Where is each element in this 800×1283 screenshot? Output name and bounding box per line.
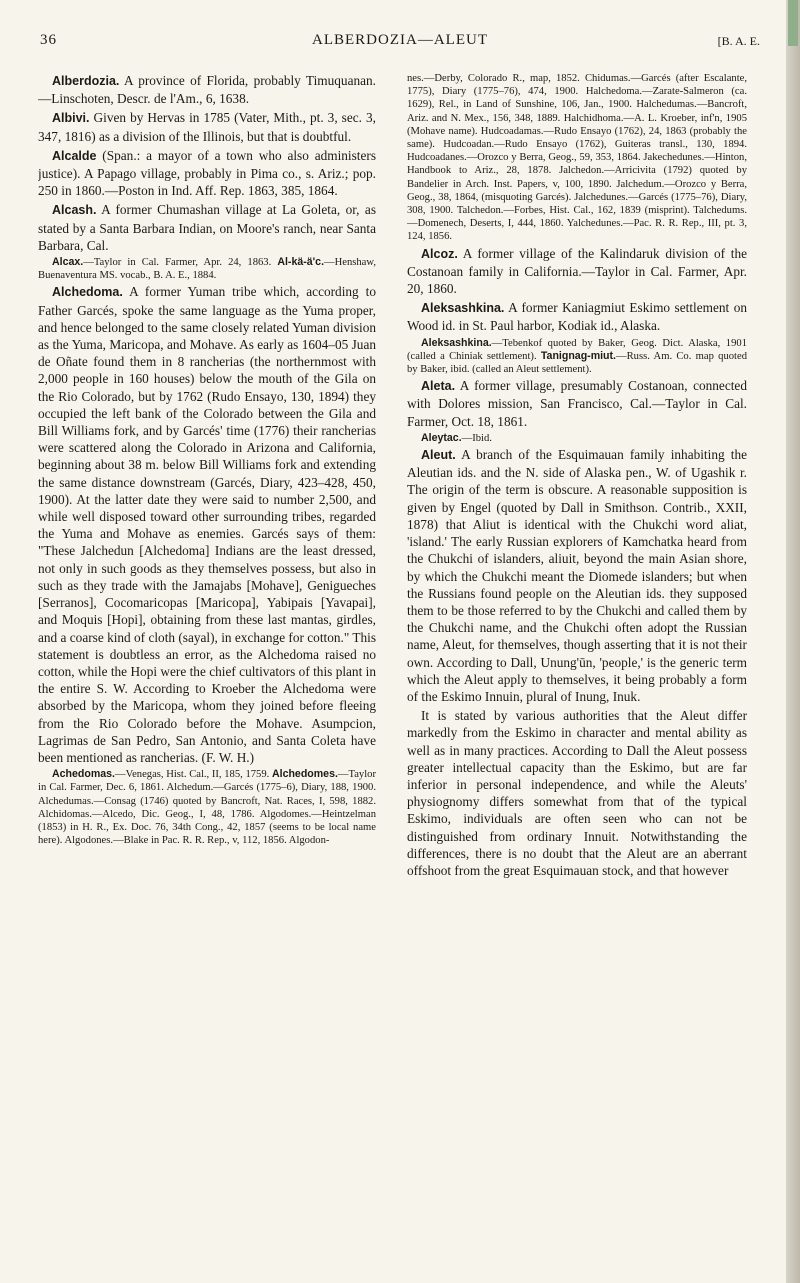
headword: Tanignag-miut. [540,349,617,362]
entry-text: nes.—Derby, Colorado R., map, 1852. Chidumas.—Garcés (after Escalante, 1775), Diary (1775–76), 474, 1900. Halchedoma.—Zarate-Salmeron (ca. 1629), Rel., in Land of Sunshine, 106, Jan., 1900. Halchedumas.—Bancroft, Ariz. and N. Mex., 156, 348, 1889. Halchidhoma.—A. L. Kroeber, inf'n, 1905 (Mohave name). Hudcoadamas.—Rudo Ensayo (1762), 24, 1863 (probably the same). Hudcoadan.—Rudo Ensayo (1762), Guiteras transl., 130, 1894. Hudcoadanes.—Orozco y Berra, Geog., 59, 353, 1864. Jakechedunes.—Hinton, Handbook to Ariz., 28, 1878. Jalchedon.—Arricivita (1792) quoted by Bandelier in Arch. Inst. Papers, v, 100, 1890. Jalchedum.—Orozco y Berra, Geog., 38, 1864, (misquoting Garcés). Jalchedunes.—Garcés (1775–76), Diary, 308, 1900. Talchedon.—Forbes, Hist. Cal., 162, 1839 (misprint). Talchedums.—Domenech, Deserts, I, 444, 1860. Yalchedunes.—Pac. R. R. Rep., III, pt. 3, 124, 1856. [407,73,747,243]
headword: Alchedomes. [271,768,338,781]
entry-paragraph [407,377,747,430]
entry-text: A former Yuman tribe which, according to Father Garcés, spoke the same language as the Yuma proper, and hence belonged to the same closely related Yuman division as the Yuma, Maricopa, and Mohave. As early as 1604–05 Juan de Oñate found them in 8 rancherias (the northernmost with 2,000 people in 160 houses) below the mouth of the Gila on the Rio Colorado, but by 1762 (Rudo Ensayo, 130, 1894) they occupied the left bank of the Colorado between the Gila and Bill Williams fork, and by Garcés' time (1776) their rancherias were scattered along the Colorado in Arizona and California, beginning about 38 m. below Bill Williams fork and extending the same distance downstream (Garcés, Diary, 423–428, 450, 1900). At the latter date they were said to number 2,500, and while well disposed toward other surrounding tribes, regarded the Yuma and Mohave as enemies. Garcés says of them: "These Jalchedun [Alchedoma] Indians are the least dressed, not only in such goods as they themselves possess, but also in such as they trade with the Jamajabs [Mohave], Genigueches [Serranos], Cocomaricopas [Maricopa], Yabipais [Yavapai], and Moquis [Hopi], obtaining from these last mantas, girdles, and a coarse kind of cloth (sayal), in exchange for cotton." This statement is doubtless an error, as the Alchedoma raised no cotton, while the Hopi were the chief cultivators of this plant in the entire S. W. According to Kroeber the Alchedoma were absorbed by the Maricopa, whom they joined before fleeing from the Rio Colorado before the Mohave. Asumpcion, Lagrimas de San Pedro, San Antonio, and Santa Coleta have been mentioned as rancherias. (F. W. H.) [38,284,376,765]
running-title: ALBERDOZIA—ALEUT [312,32,488,48]
section-marker: [B. A. E. [717,34,760,48]
headword: Aleksashkina. [421,301,505,316]
headword: Al-kä-ä'c. [277,256,325,269]
running-header [40,32,760,54]
headword: Alcoz. [421,246,458,261]
entry-text: —Venegas, Hist. Cal., II, 185, 1759. [115,769,272,781]
entry-text: —Russ. Am. Co. map quoted by Baker, ibid. (called an Aleut settlement). [407,350,747,376]
synonymy-paragraph [407,337,747,377]
entry-text: A branch of the Esquimauan family inhabiting the Aleutian ids. and the N. side of Alaska pen., W. of Ugashik r. The origin of the term is obscure. A reasonable supposition is given by Engel (quoted by Dall in Smithson. Contrib., XXII, 1878) that Aliut is identical with the Chukchi word aliat, 'island.' The early Russian explorers of Kamchatka heard from the Chukchi of islanders, aliuit, beyond the main Asian shore, by which the Chukchi meant the Diomede islanders; but when the Russians found people on the Aleutian ids. they supposed them to be those referred to by the Chukchi and called them by the Chukchi name, and the Chukchi often adopt the Russian name, Aleut, for themselves, though asserting that it is not their own. According to Dall, Unung'ūn, 'people,' is the generic term which the Aleut apply to themselves, it being probably a form of the Eskimo Innuin, plural of Inung, Inuk. [407,447,747,704]
synonymy-paragraph [38,256,376,282]
entry-text: Given by Hervas in 1785 (Vater, Mith., pt. 3, sec. 3, 347, 1816) as a division of the Illinois, but that is doubtful. [38,110,376,144]
headword: Aleta. [421,379,456,394]
headword: Achedomas. [52,768,115,781]
entry-text: A province of Florida, probably Timuquanan.—Linschoten, Descr. de l'Am., 6, 1638. [38,73,376,107]
synonymy-paragraph [38,768,376,847]
entry-paragraph [38,72,376,107]
headword: Aleksashkina. [421,336,492,349]
headword: Alcalde [52,148,97,163]
edge-tint [788,0,798,46]
entry-text: —Ibid. [461,432,492,444]
entry-paragraph [38,201,376,254]
entry-paragraph [407,707,747,879]
right-column [407,72,747,1267]
entry-text: —Tebenkof quoted by Baker, Geog. Dict. Alaska, 1901 (called a Chiniak settlement). [407,337,747,362]
entry-text: A former village of the Kalindaruk division of the Costanoan family in California.—Taylor in Cal. Farmer, Apr. 20, 1860. [407,245,747,297]
headword: Alberdozia. [52,74,120,88]
synonymy-paragraph [407,432,747,445]
entry-paragraph [38,109,376,144]
headword: Aleytac. [421,431,462,444]
entry-paragraph [407,446,747,705]
entry-text: A former village, presumably Costanoan, connected with Dolores mission, San Francisco, Cal.—Taylor in Cal. Farmer, Oct. 18, 1861. [407,378,747,429]
entry-paragraph [38,283,376,766]
headword: Aleut. [421,448,456,463]
headword: Albivi. [52,111,90,126]
page-number: 36 [40,32,57,48]
entry-paragraph [407,245,747,298]
entry-text: —Taylor in Cal. Farmer, Apr. 24, 1863. [83,257,278,269]
entry-text: It is stated by various authorities that the Aleut differ markedly from the Eskimo in character and mental ability as well as in many practices. According to Dall the Aleut possess greater intellectual capacity than the Eskimo, but are far inferior in personal independence, and while the Aleuts' physiognomy differs somewhat from that of the typical Eskimo, individuals are often seen who can not be distinguished from ordinary Innuit. Notwithstanding the differences, there is no doubt that the Aleut are an aberrant offshoot from the great Esquimauan stock, and that however [407,708,747,878]
page-edge [786,0,800,1283]
headword: Alcash. [52,203,97,218]
entry-text: A former Kaniagmiut Eskimo settlement on Wood id. in St. Paul harbor, Kodiak id., Alaska. [407,300,747,334]
entry-paragraph [38,147,376,200]
entry-text: —Taylor in Cal. Farmer, Dec. 6, 1861. Alchedum.—Garcés (1775–6), Diary, 188, 1900. Alchedumas.—Consag (1746) quoted by Bancroft, Nat. Races, I, 598, 1882. Alchidomas.—Alcedo, Dic. Geog., I, 48, 1786. Algodomes.—Heintzelman (1853) in H. R., Ex. Doc. 76, 34th Cong., 42, 1857 (seems to be local name here). Algodones.—Blake in Pac. R. R. Rep., v, 112, 1856. Algodon- [38,769,376,847]
entry-text: A former Chumashan village at La Goleta, or, as stated by a Santa Barbara Indian, on Moore's ranch, near Santa Barbara, Cal. [38,202,376,253]
entry-text: (Span.: a mayor of a town who also administers justice). A Papago village, probably in Pima co., s. Ariz.; pop. 250 in 1860.—Poston in Ind. Aff. Rep. 1863, 385, 1864. [38,147,376,199]
headword: Alchedoma. [52,285,123,300]
synonymy-paragraph [407,72,747,244]
headword: Alcax. [52,256,84,269]
entry-text: —Henshaw, Buenaventura MS. vocab., B. A. E., 1884. [38,257,376,282]
left-column [38,72,376,1267]
entry-paragraph [407,299,747,334]
